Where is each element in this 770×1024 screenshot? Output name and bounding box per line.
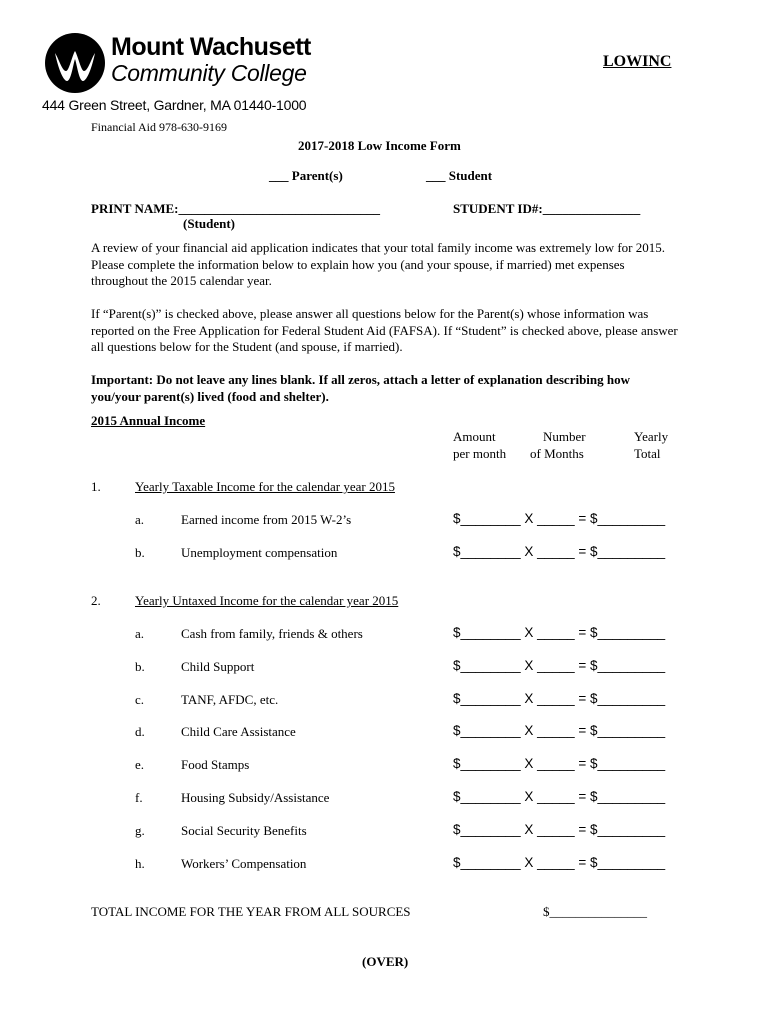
income-calc-field[interactable]: $________ X _____ = $_________: [453, 723, 666, 738]
important-notice: Important: Do not leave any lines blank. If all zeros, attach a letter of explanation describing how you/your parent(s) lived (food and shelter).: [91, 372, 631, 404]
college-name-line2: Community College: [111, 60, 307, 86]
section-title: Yearly Taxable Income for the calendar year 2015: [135, 479, 395, 494]
col-months-label-1: Number: [543, 429, 586, 444]
item-letter: c.: [135, 692, 145, 707]
instructions-paragraph-2: If “Parent(s)” is checked above, please answer all questions below for the Parent(s) whose information was reported on the Free Application for Federal Student Aid (FAFSA). If “Student” is checked above, please answer all questions below for the Student (and spouse, if married).: [91, 306, 678, 354]
item-letter: d.: [135, 724, 145, 739]
col-amount-label-1: Amount: [453, 429, 496, 444]
income-calc-field[interactable]: $________ X _____ = $_________: [453, 789, 666, 804]
col-amount-label-2: per month: [453, 446, 507, 461]
instructions-paragraph-1: A review of your financial aid application indicates that your total family income was extremely low for 2015. Please complete the information below to explain how you (and your spouse, if married) met expenses throughout the 2015 calendar year.: [91, 240, 665, 288]
college-logo-mark: [44, 32, 106, 94]
item-label: Cash from family, friends & others: [181, 626, 363, 641]
total-income-field[interactable]: $_______________: [543, 904, 647, 919]
total-income-label: TOTAL INCOME FOR THE YEAR FROM ALL SOURCES: [91, 904, 411, 919]
income-calc-field[interactable]: $________ X _____ = $_________: [453, 691, 666, 706]
income-calc-field[interactable]: $________ X _____ = $_________: [453, 756, 666, 771]
financial-aid-phone: Financial Aid 978-630-9169: [91, 120, 227, 134]
item-letter: a.: [135, 626, 145, 641]
student-checkbox-option[interactable]: ___ Student: [426, 168, 493, 183]
student-id-field[interactable]: STUDENT ID#:_______________: [453, 201, 641, 216]
income-calc-field[interactable]: $________ X _____ = $_________: [453, 855, 666, 870]
item-label: Workers’ Compensation: [181, 856, 307, 871]
parent-checkbox-option[interactable]: ___ Parent(s): [269, 168, 343, 183]
item-label: Social Security Benefits: [181, 823, 307, 838]
item-label: Food Stamps: [181, 757, 250, 772]
item-label: Earned income from 2015 W-2’s: [181, 512, 352, 527]
section-number: 1.: [91, 479, 101, 494]
section-number: 2.: [91, 593, 101, 608]
print-name-sublabel: (Student): [183, 216, 236, 231]
col-months-label-2: of Months: [530, 446, 584, 461]
section-heading: 2015 Annual Income: [91, 413, 206, 428]
col-yearly-label-2: Total: [634, 446, 661, 461]
item-label: Child Care Assistance: [181, 724, 296, 739]
item-letter: h.: [135, 856, 145, 871]
print-name-field[interactable]: PRINT NAME:_______________________________: [91, 201, 381, 216]
item-letter: f.: [135, 790, 143, 805]
item-label: Child Support: [181, 659, 255, 674]
income-calc-field[interactable]: $________ X _____ = $_________: [453, 658, 666, 673]
income-calc-field[interactable]: $________ X _____ = $_________: [453, 822, 666, 837]
item-label: Housing Subsidy/Assistance: [181, 790, 330, 805]
item-letter: a.: [135, 512, 145, 527]
item-label: TANF, AFDC, etc.: [181, 692, 279, 707]
college-name-line1: Mount Wachusett: [111, 33, 311, 61]
form-title: 2017-2018 Low Income Form: [298, 138, 461, 153]
item-letter: b.: [135, 545, 145, 560]
item-letter: e.: [135, 757, 145, 772]
form-code: LOWINC: [603, 53, 672, 70]
income-calc-field[interactable]: $________ X _____ = $_________: [453, 544, 666, 559]
college-address: 444 Green Street, Gardner, MA 01440-1000: [42, 97, 307, 113]
income-calc-field[interactable]: $________ X _____ = $_________: [453, 625, 666, 640]
over-indicator: (OVER): [362, 954, 409, 969]
section-title: Yearly Untaxed Income for the calendar year 2015: [135, 593, 399, 608]
item-label: Unemployment compensation: [181, 545, 338, 560]
item-letter: g.: [135, 823, 145, 838]
col-yearly-label-1: Yearly: [634, 429, 669, 444]
item-letter: b.: [135, 659, 145, 674]
income-calc-field[interactable]: $________ X _____ = $_________: [453, 511, 666, 526]
